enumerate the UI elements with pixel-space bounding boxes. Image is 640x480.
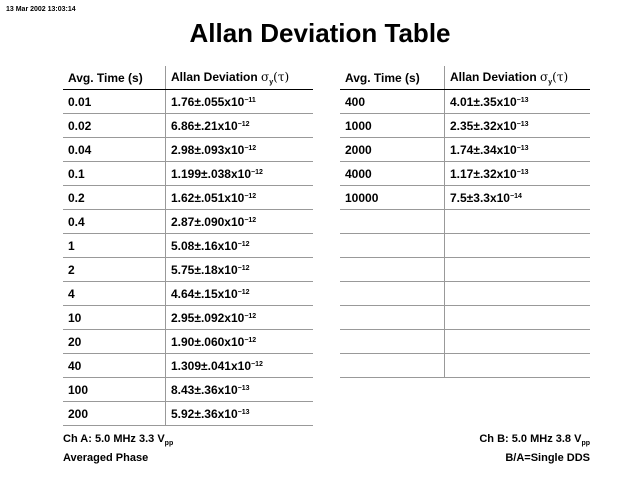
deviation-exponent: −13 (516, 144, 529, 152)
table-row (63, 162, 313, 186)
table-row (63, 282, 313, 306)
deviation-mantissa: 5.92±.36x10 (171, 406, 238, 421)
deviation-mantissa: 1.17±.32x10 (450, 166, 517, 181)
deviation-exponent: −12 (244, 216, 257, 224)
table-row (340, 210, 590, 234)
sigma-subscript: y (548, 78, 553, 86)
table-row (63, 90, 313, 114)
table-row (63, 330, 313, 354)
sigma-symbol: σ (261, 69, 270, 84)
header-avg-time: Avg. Time (s) (63, 66, 166, 90)
deviation-mantissa: 2.87±.090x10 (171, 214, 245, 229)
allan-deviation-cell (445, 90, 591, 114)
footer-channel-b-mode: B/A=Single DDS (505, 452, 590, 464)
deviation-exponent: −12 (244, 336, 257, 344)
allan-deviation-cell (445, 234, 591, 258)
sigma-symbol: σ (540, 69, 549, 84)
allan-deviation-cell (166, 114, 314, 138)
table-row (340, 138, 590, 162)
deviation-mantissa: 4.64±.15x10 (171, 286, 238, 301)
deviation-exponent: −12 (237, 288, 250, 296)
allan-deviation-cell (166, 90, 314, 114)
footer-channel-a-line1 (63, 432, 173, 451)
avg-time-cell: 0.04 (63, 138, 166, 162)
avg-time-cell: 400 (340, 90, 445, 114)
deviation-mantissa: 1.309±.041x10 (171, 358, 251, 373)
footer-channel-b-sub: pp (581, 440, 590, 447)
table-row (340, 306, 590, 330)
allan-deviation-cell (166, 186, 314, 210)
allan-deviation-cell (166, 162, 314, 186)
deviation-mantissa: 1.74±.34x10 (450, 142, 517, 157)
deviation-mantissa: 1.90±.060x10 (171, 334, 245, 349)
avg-time-cell: 100 (63, 378, 166, 402)
deviation-mantissa: 4.01±.35x10 (450, 94, 517, 109)
allan-deviation-cell (445, 138, 591, 162)
deviation-mantissa: 1.62±.051x10 (171, 190, 245, 205)
avg-time-cell: 4 (63, 282, 166, 306)
avg-time-cell (340, 210, 445, 234)
deviation-mantissa: 5.75±.18x10 (171, 262, 238, 277)
table-row (63, 378, 313, 402)
allan-deviation-cell (445, 162, 591, 186)
avg-time-cell: 1 (63, 234, 166, 258)
allan-deviation-cell (166, 306, 314, 330)
avg-time-cell: 1000 (340, 114, 445, 138)
avg-time-cell (340, 354, 445, 378)
footer-channel-b-freq: Ch B: 5.0 MHz 3.8 V (479, 433, 582, 445)
avg-time-cell (340, 282, 445, 306)
deviation-exponent: −13 (516, 120, 529, 128)
header-allan-deviation (445, 66, 591, 90)
allan-deviation-cell (166, 138, 314, 162)
deviation-exponent: −12 (237, 264, 250, 272)
allan-deviation-cell (445, 306, 591, 330)
avg-time-cell: 4000 (340, 162, 445, 186)
allan-table-right (340, 66, 590, 378)
footer-channel-b-line1 (479, 432, 590, 451)
avg-time-cell (340, 234, 445, 258)
table-row (340, 114, 590, 138)
avg-time-cell: 0.2 (63, 186, 166, 210)
deviation-exponent: −13 (516, 96, 529, 104)
deviation-mantissa: 2.98±.093x10 (171, 142, 245, 157)
table-row (340, 234, 590, 258)
footer-channel-a-freq: Ch A: 5.0 MHz 3.3 V (63, 433, 165, 445)
header-allan-deviation (166, 66, 314, 90)
deviation-exponent: −14 (509, 192, 522, 200)
deviation-exponent: −12 (237, 120, 250, 128)
table-row (340, 330, 590, 354)
avg-time-cell (340, 306, 445, 330)
allan-deviation-cell (166, 354, 314, 378)
table-row (340, 354, 590, 378)
table-row (63, 210, 313, 234)
deviation-exponent: −12 (251, 168, 263, 176)
deviation-mantissa: 6.86±.21x10 (171, 118, 238, 133)
avg-time-cell: 2000 (340, 138, 445, 162)
header-allan-label: Allan Deviation (450, 69, 541, 84)
table-row (63, 138, 313, 162)
avg-time-cell: 0.01 (63, 90, 166, 114)
table-header-row (63, 66, 313, 90)
table-row (63, 306, 313, 330)
deviation-exponent: −12 (244, 192, 257, 200)
table-row (340, 258, 590, 282)
deviation-mantissa: 5.08±.16x10 (171, 238, 238, 253)
deviation-mantissa: 2.35±.32x10 (450, 118, 517, 133)
allan-deviation-cell (166, 282, 314, 306)
table-row (63, 258, 313, 282)
allan-deviation-cell (166, 234, 314, 258)
table-header-row (340, 66, 590, 90)
allan-deviation-cell (445, 282, 591, 306)
page-title: Allan Deviation Table (189, 18, 451, 48)
allan-deviation-cell (166, 378, 314, 402)
avg-time-cell: 10 (63, 306, 166, 330)
allan-deviation-cell (166, 210, 314, 234)
footer-channel-a-mode: Averaged Phase (63, 452, 149, 464)
table-row (63, 186, 313, 210)
avg-time-cell: 200 (63, 402, 166, 426)
deviation-mantissa: 2.95±.092x10 (171, 310, 245, 325)
deviation-exponent: −11 (244, 96, 256, 104)
avg-time-cell: 20 (63, 330, 166, 354)
deviation-exponent: −12 (237, 240, 250, 248)
table-row (63, 114, 313, 138)
allan-deviation-cell (445, 114, 591, 138)
table-row (63, 402, 313, 426)
avg-time-cell: 0.4 (63, 210, 166, 234)
header-allan-label: Allan Deviation (171, 69, 262, 84)
avg-time-cell (340, 330, 445, 354)
table-row (63, 354, 313, 378)
footer-channel-b (479, 432, 590, 465)
footer-channel-a-sub: pp (164, 440, 174, 447)
allan-deviation-cell (445, 330, 591, 354)
avg-time-cell (340, 258, 445, 282)
avg-time-cell: 0.02 (63, 114, 166, 138)
allan-deviation-cell (166, 258, 314, 282)
table-row (63, 234, 313, 258)
allan-deviation-cell (445, 354, 591, 378)
avg-time-cell: 10000 (340, 186, 445, 210)
allan-deviation-cell (445, 186, 591, 210)
allan-deviation-cell (166, 330, 314, 354)
deviation-exponent: −12 (251, 360, 263, 368)
tau-symbol: (τ) (552, 69, 569, 84)
allan-table-left (63, 66, 313, 426)
sigma-subscript: y (269, 78, 274, 86)
timestamp: 13 Mar 2002 13:03:14 (6, 6, 76, 13)
table-row (340, 90, 590, 114)
table-row (340, 282, 590, 306)
avg-time-cell: 2 (63, 258, 166, 282)
allan-deviation-cell (445, 258, 591, 282)
deviation-exponent: −13 (237, 408, 250, 416)
deviation-exponent: −12 (244, 312, 257, 320)
deviation-exponent: −12 (244, 144, 257, 152)
tau-symbol: (τ) (273, 69, 290, 84)
footer-channel-a (63, 432, 173, 465)
avg-time-cell: 0.1 (63, 162, 166, 186)
avg-time-cell: 40 (63, 354, 166, 378)
deviation-mantissa: 1.199±.038x10 (171, 166, 251, 181)
deviation-mantissa: 1.76±.055x10 (171, 94, 245, 109)
allan-deviation-cell (445, 210, 591, 234)
table-row (340, 162, 590, 186)
deviation-exponent: −13 (237, 384, 250, 392)
deviation-exponent: −13 (516, 168, 529, 176)
deviation-mantissa: 7.5±3.3x10 (450, 190, 510, 205)
deviation-mantissa: 8.43±.36x10 (171, 382, 238, 397)
table-row (340, 186, 590, 210)
allan-deviation-cell (166, 402, 314, 426)
header-avg-time: Avg. Time (s) (340, 66, 445, 90)
